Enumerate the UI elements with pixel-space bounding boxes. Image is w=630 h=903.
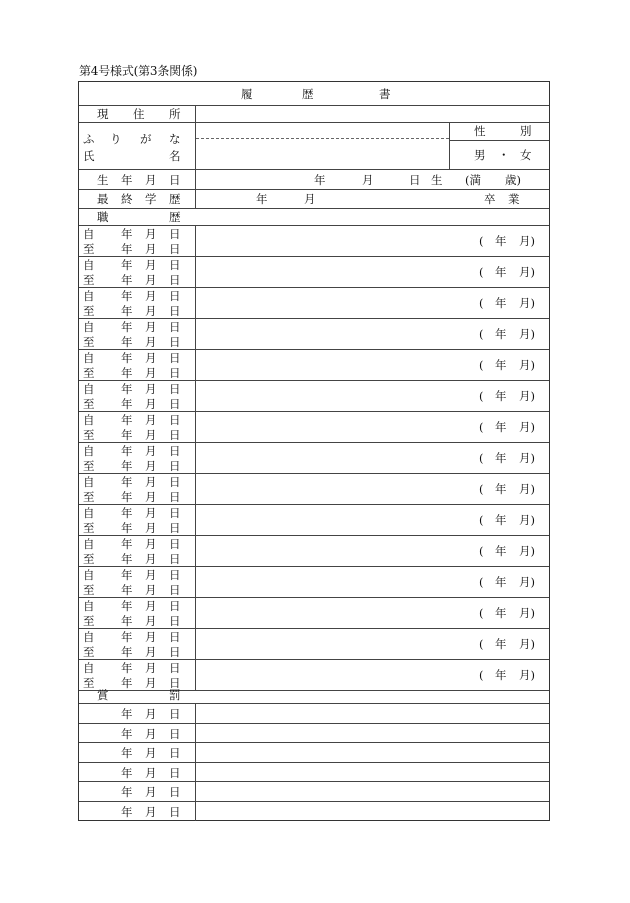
award-date-char: 日 (169, 726, 181, 741)
career-to-char: 年 (121, 242, 133, 256)
career-from-char: 年 (121, 351, 133, 365)
career-from-char: 月 (145, 506, 157, 520)
career-entry-field[interactable] (196, 660, 476, 690)
career-from-char: 年 (121, 413, 133, 427)
award-entry-field[interactable] (196, 763, 549, 782)
title-char: 履 (241, 87, 253, 101)
award-header-char: 賞 (97, 688, 109, 702)
career-from-char: 日 (169, 661, 181, 675)
career-period-month: 月) (519, 637, 535, 651)
career-from-char: 月 (145, 258, 157, 272)
career-to-char: 日 (169, 614, 181, 628)
career-period-year: 年 (495, 296, 507, 310)
career-period-month: 月) (519, 482, 535, 496)
career-to-char: 日 (169, 459, 181, 473)
birthdate-year: 年 (314, 173, 326, 187)
career-to-char: 至 (83, 459, 95, 473)
career-row (79, 319, 549, 350)
career-to-char: 月 (145, 583, 157, 597)
award-date-char: 月 (145, 707, 157, 721)
career-to-char: 至 (83, 645, 95, 659)
career-entry-field[interactable] (196, 629, 476, 659)
award-date-char: 年 (121, 765, 133, 780)
career-period-year: 年 (495, 637, 507, 651)
career-from-char: 月 (145, 630, 157, 644)
furigana-label-char: が (140, 132, 152, 146)
graduation-label-char: 業 (508, 192, 520, 206)
career-from-char: 自 (83, 568, 95, 582)
career-from-char: 自 (83, 599, 95, 613)
title-char: 書 (379, 87, 391, 101)
career-from-char: 自 (83, 506, 95, 520)
award-row (79, 743, 549, 763)
career-to-char: 日 (169, 521, 181, 535)
career-period-open: ( (479, 482, 484, 496)
career-to-char: 月 (145, 273, 157, 287)
career-to-char: 月 (145, 614, 157, 628)
career-row (79, 505, 549, 536)
career-to-char: 月 (145, 645, 157, 659)
career-to-char: 月 (145, 242, 157, 256)
career-period-month: 月) (519, 265, 535, 279)
career-from-char: 日 (169, 351, 181, 365)
career-from-char: 年 (121, 506, 133, 520)
education-label-char: 終 (121, 192, 133, 206)
award-entry-field[interactable] (196, 782, 549, 801)
career-period-open: ( (479, 513, 484, 527)
award-entry-field[interactable] (196, 743, 549, 762)
award-header-char: 罰 (169, 688, 181, 702)
career-period-open: ( (479, 327, 484, 341)
career-to-char: 年 (121, 459, 133, 473)
career-from-char: 年 (121, 537, 133, 551)
career-entry-field[interactable] (196, 505, 476, 535)
career-row (79, 257, 549, 288)
career-from-char: 自 (83, 413, 95, 427)
career-from-char: 月 (145, 568, 157, 582)
career-entry-field[interactable] (196, 598, 476, 628)
address-field[interactable] (196, 106, 549, 122)
career-to-char: 年 (121, 304, 133, 318)
age-close: 歳) (505, 173, 521, 187)
career-from-char: 自 (83, 227, 95, 241)
career-to-char: 月 (145, 428, 157, 442)
career-from-char: 日 (169, 258, 181, 272)
award-row (79, 704, 549, 724)
award-row (79, 802, 549, 822)
career-entry-field[interactable] (196, 443, 476, 473)
career-to-char: 年 (121, 273, 133, 287)
birthdate-label-char: 生 (97, 173, 109, 187)
career-period-open: ( (479, 606, 484, 620)
career-to-char: 年 (121, 645, 133, 659)
career-from-char: 日 (169, 475, 181, 489)
career-entry-field[interactable] (196, 319, 476, 349)
career-from-char: 日 (169, 382, 181, 396)
career-period-month: 月) (519, 544, 535, 558)
career-to-char: 日 (169, 335, 181, 349)
career-from-char: 月 (145, 444, 157, 458)
career-to-char: 日 (169, 645, 181, 659)
award-date-char: 年 (121, 707, 133, 721)
career-from-char: 月 (145, 227, 157, 241)
career-row (79, 226, 549, 257)
career-period-month: 月) (519, 575, 535, 589)
career-from-char: 自 (83, 351, 95, 365)
career-period-month: 月) (519, 389, 535, 403)
career-entry-field[interactable] (196, 412, 476, 442)
career-to-char: 月 (145, 552, 157, 566)
career-entry-field[interactable] (196, 288, 476, 318)
career-row (79, 412, 549, 443)
award-date-char: 日 (169, 785, 181, 799)
career-period-year: 年 (495, 327, 507, 341)
career-period-month: 月) (519, 420, 535, 434)
career-to-char: 年 (121, 583, 133, 597)
career-to-char: 至 (83, 428, 95, 442)
career-period-open: ( (479, 451, 484, 465)
award-date-char: 年 (121, 785, 133, 799)
career-row (79, 350, 549, 381)
career-period-open: ( (479, 637, 484, 651)
career-period-open: ( (479, 389, 484, 403)
career-from-char: 月 (145, 475, 157, 489)
career-from-char: 自 (83, 382, 95, 396)
award-date-char: 日 (169, 746, 181, 760)
career-to-char: 月 (145, 366, 157, 380)
career-to-char: 至 (83, 335, 95, 349)
career-from-char: 年 (121, 227, 133, 241)
career-row (79, 443, 549, 474)
career-period-month: 月) (519, 606, 535, 620)
career-from-char: 日 (169, 630, 181, 644)
career-period-open: ( (479, 234, 484, 248)
career-row (79, 474, 549, 505)
career-to-char: 年 (121, 552, 133, 566)
career-entry-field[interactable] (196, 536, 476, 566)
career-from-char: 日 (169, 320, 181, 334)
career-row (79, 629, 549, 660)
career-to-char: 至 (83, 273, 95, 287)
career-entry-field[interactable] (196, 350, 476, 380)
award-date-char: 月 (145, 765, 157, 780)
birthdate-row (79, 170, 549, 190)
career-to-char: 日 (169, 273, 181, 287)
career-period-year: 年 (495, 420, 507, 434)
career-header-char: 歴 (169, 210, 181, 224)
career-entry-field[interactable] (196, 226, 476, 256)
career-to-char: 至 (83, 397, 95, 411)
award-date-char: 日 (169, 707, 181, 721)
career-from-char: 自 (83, 289, 95, 303)
career-to-char: 月 (145, 335, 157, 349)
gender-separator: ・ (498, 148, 510, 162)
career-to-char: 月 (145, 304, 157, 318)
name-label-char: 名 (169, 149, 181, 163)
career-to-char: 年 (121, 366, 133, 380)
career-from-char: 年 (121, 382, 133, 396)
resume-form (78, 81, 550, 821)
career-period-open: ( (479, 420, 484, 434)
career-row (79, 567, 549, 598)
career-to-char: 至 (83, 366, 95, 380)
career-to-char: 至 (83, 521, 95, 535)
career-period-year: 年 (495, 358, 507, 372)
award-date-char: 日 (169, 765, 181, 780)
career-from-char: 日 (169, 537, 181, 551)
career-to-char: 年 (121, 490, 133, 504)
award-date-char: 月 (145, 746, 157, 760)
career-to-char: 月 (145, 397, 157, 411)
career-from-char: 年 (121, 568, 133, 582)
award-date-char: 月 (145, 726, 157, 741)
career-period-month: 月) (519, 513, 535, 527)
career-to-char: 至 (83, 304, 95, 318)
career-to-char: 年 (121, 614, 133, 628)
career-entry-field[interactable] (196, 381, 476, 411)
career-to-char: 日 (169, 428, 181, 442)
career-from-char: 日 (169, 289, 181, 303)
career-from-char: 月 (145, 351, 157, 365)
career-to-char: 年 (121, 676, 133, 690)
career-from-char: 日 (169, 227, 181, 241)
career-period-open: ( (479, 575, 484, 589)
birthdate-month: 月 (362, 173, 374, 187)
form-caption: 第4号様式(第3条関係) (79, 64, 198, 78)
award-row (79, 763, 549, 783)
furigana-label-char: な (169, 132, 181, 146)
birthdate-label-char: 月 (145, 173, 157, 187)
career-from-char: 日 (169, 413, 181, 427)
birthdate-suffix: 生 (431, 173, 443, 187)
career-to-char: 至 (83, 676, 95, 690)
career-period-year: 年 (495, 544, 507, 558)
name-row (79, 123, 549, 170)
gender-header-char: 別 (520, 124, 532, 138)
furigana-field[interactable] (196, 123, 449, 138)
award-entry-field[interactable] (196, 724, 549, 743)
career-from-char: 年 (121, 630, 133, 644)
career-period-year: 年 (495, 606, 507, 620)
career-from-char: 自 (83, 258, 95, 272)
career-period-month: 月) (519, 668, 535, 682)
education-label-char: 歴 (169, 192, 181, 206)
career-row (79, 598, 549, 629)
career-to-char: 至 (83, 490, 95, 504)
career-to-char: 年 (121, 428, 133, 442)
career-period-open: ( (479, 296, 484, 310)
award-row (79, 782, 549, 802)
career-entry-field[interactable] (196, 567, 476, 597)
career-from-char: 日 (169, 444, 181, 458)
career-from-char: 自 (83, 537, 95, 551)
career-from-char: 年 (121, 289, 133, 303)
career-to-char: 日 (169, 397, 181, 411)
address-label-char: 現 (97, 107, 109, 121)
career-from-char: 日 (169, 506, 181, 520)
career-to-char: 月 (145, 676, 157, 690)
career-from-char: 自 (83, 320, 95, 334)
award-header-row (79, 687, 549, 704)
career-period-month: 月) (519, 327, 535, 341)
award-date-char: 月 (145, 785, 157, 799)
furigana-label-char: ふ (83, 132, 95, 146)
education-label-char: 学 (145, 192, 157, 206)
graduation-label-char: 卒 (484, 192, 496, 206)
career-to-char: 月 (145, 490, 157, 504)
award-date-char: 年 (121, 746, 133, 760)
career-from-char: 自 (83, 444, 95, 458)
career-row (79, 288, 549, 319)
career-to-char: 年 (121, 335, 133, 349)
education-month: 月 (304, 192, 316, 206)
career-to-char: 至 (83, 242, 95, 256)
career-from-char: 自 (83, 661, 95, 675)
career-period-year: 年 (495, 265, 507, 279)
career-period-open: ( (479, 265, 484, 279)
career-row (79, 381, 549, 412)
career-from-char: 月 (145, 320, 157, 334)
address-row (79, 106, 549, 123)
career-from-char: 自 (83, 475, 95, 489)
award-date-char: 月 (145, 804, 157, 819)
address-label-char: 住 (133, 107, 145, 121)
career-period-month: 月) (519, 234, 535, 248)
career-header-row (79, 209, 549, 226)
career-from-char: 年 (121, 661, 133, 675)
name-label-char: 氏 (83, 149, 95, 163)
award-date-char: 年 (121, 726, 133, 741)
career-period-year: 年 (495, 668, 507, 682)
career-from-char: 年 (121, 599, 133, 613)
career-period-year: 年 (495, 389, 507, 403)
career-from-char: 年 (121, 258, 133, 272)
career-from-char: 月 (145, 599, 157, 613)
career-from-char: 年 (121, 320, 133, 334)
career-period-open: ( (479, 668, 484, 682)
education-year: 年 (256, 192, 268, 206)
career-to-char: 日 (169, 490, 181, 504)
career-period-year: 年 (495, 451, 507, 465)
career-to-char: 日 (169, 304, 181, 318)
address-label-char: 所 (169, 107, 181, 121)
award-date-char: 日 (169, 804, 181, 819)
career-to-char: 月 (145, 521, 157, 535)
career-to-char: 日 (169, 583, 181, 597)
career-from-char: 日 (169, 568, 181, 582)
career-from-char: 日 (169, 599, 181, 613)
career-period-year: 年 (495, 575, 507, 589)
gender-option-male[interactable]: 男 (474, 148, 486, 162)
career-to-char: 至 (83, 583, 95, 597)
title-row (79, 82, 549, 106)
career-entry-field[interactable] (196, 257, 476, 287)
gender-option-female[interactable]: 女 (520, 148, 532, 162)
career-header-char: 職 (97, 210, 109, 224)
career-from-char: 年 (121, 444, 133, 458)
award-row (79, 724, 549, 744)
career-period-month: 月) (519, 358, 535, 372)
age-open: (満 (465, 173, 481, 187)
career-from-char: 年 (121, 475, 133, 489)
career-to-char: 日 (169, 552, 181, 566)
career-period-open: ( (479, 358, 484, 372)
title-char: 歴 (302, 87, 314, 101)
award-entry-field[interactable] (196, 704, 549, 723)
education-label-char: 最 (97, 192, 109, 206)
career-from-char: 月 (145, 413, 157, 427)
career-period-year: 年 (495, 513, 507, 527)
career-from-char: 自 (83, 630, 95, 644)
career-from-char: 月 (145, 289, 157, 303)
career-from-char: 月 (145, 537, 157, 551)
career-period-year: 年 (495, 234, 507, 248)
career-to-char: 年 (121, 397, 133, 411)
career-to-char: 日 (169, 242, 181, 256)
name-field[interactable] (196, 139, 449, 169)
career-from-char: 月 (145, 661, 157, 675)
career-period-open: ( (479, 544, 484, 558)
career-to-char: 日 (169, 676, 181, 690)
furigana-label-char: り (110, 132, 122, 146)
birthdate-label-char: 年 (121, 173, 133, 187)
career-to-char: 年 (121, 521, 133, 535)
award-date-char: 年 (121, 804, 133, 819)
career-period-month: 月) (519, 296, 535, 310)
career-to-char: 日 (169, 366, 181, 380)
career-entry-field[interactable] (196, 474, 476, 504)
gender-header-char: 性 (474, 124, 486, 138)
career-to-char: 月 (145, 459, 157, 473)
birthdate-label-char: 日 (169, 173, 181, 187)
career-period-year: 年 (495, 482, 507, 496)
career-row (79, 536, 549, 567)
award-entry-field[interactable] (196, 802, 549, 822)
career-to-char: 至 (83, 552, 95, 566)
career-to-char: 至 (83, 614, 95, 628)
birthdate-day: 日 (409, 173, 421, 187)
education-row (79, 190, 549, 209)
career-period-month: 月) (519, 451, 535, 465)
career-from-char: 月 (145, 382, 157, 396)
